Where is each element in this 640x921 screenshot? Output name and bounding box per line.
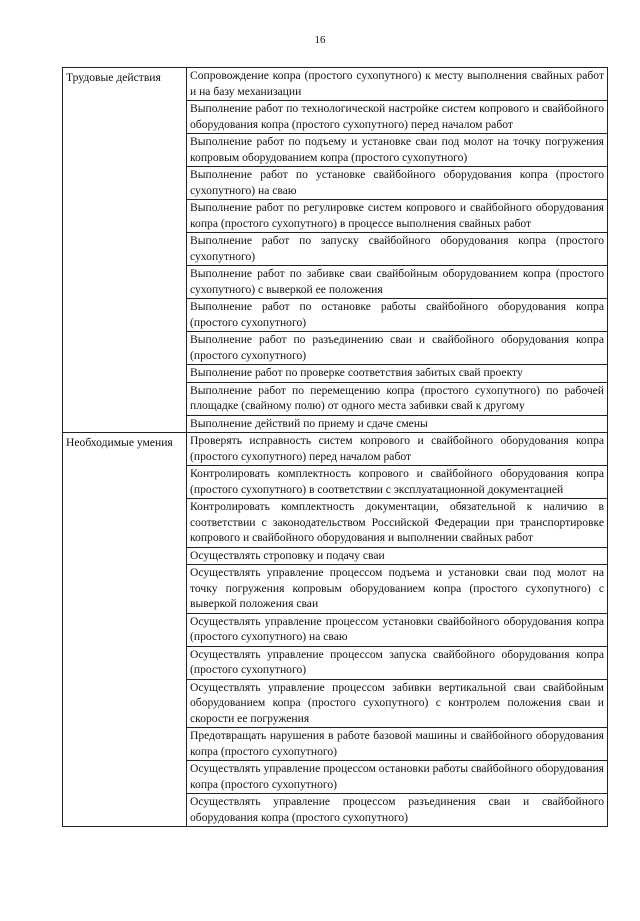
table-cell: Выполнение работ по разъединению сваи и свайбойного оборудования копра (простого сухопутного) (187, 332, 608, 365)
table-cell: Выполнение работ по остановке работы свайбойного оборудования копра (простого сухопутного) (187, 299, 608, 332)
section-label-required-skills: Необходимые умения (63, 433, 187, 827)
table-row (63, 68, 608, 101)
table-cell: Проверять исправность систем копрового и свайбойного оборудования копра (простого сухопутного) перед началом работ (187, 433, 608, 466)
table-cell: Осуществлять управление процессом разъединения сваи и свайбойного оборудования копра (простого сухопутного) (187, 794, 608, 827)
table-cell: Осуществлять управление процессом остановки работы свайбойного оборудования копра (простого сухопутного) (187, 761, 608, 794)
table-cell: Осуществлять управление процессом подъема и установки сваи под молот на точку погружения копровым оборудованием копра (простого сухопутного) с выверкой положения сваи (187, 565, 608, 614)
table-cell: Выполнение работ по забивке сваи свайбойным оборудованием копра (простого сухопутного) с выверкой ее положения (187, 266, 608, 299)
table-cell: Осуществлять управление процессом забивки вертикальной сваи свайбойным оборудованием копра (простого сухопутного) с контролем положения сваи и скорости ее погружения (187, 679, 608, 728)
table-cell: Сопровождение копра (простого сухопутного) к месту выполнения свайных работ и на базу механизации (187, 68, 608, 101)
table-cell: Выполнение действий по приему и сдаче смены (187, 415, 608, 433)
table-cell: Выполнение работ по установке свайбойного оборудования копра (простого сухопутного) на сваю (187, 167, 608, 200)
table-row (63, 433, 608, 466)
page-number: 16 (314, 34, 326, 46)
table-cell: Осуществлять управление процессом запуска свайбойного оборудования копра (простого сухопутного) (187, 646, 608, 679)
table-cell: Осуществлять строповку и подачу сваи (187, 547, 608, 565)
table-cell: Осуществлять управление процессом установки свайбойного оборудования копра (простого сухопутного) на сваю (187, 613, 608, 646)
table-cell: Выполнение работ по запуску свайбойного оборудования копра (простого сухопутного) (187, 233, 608, 266)
table-cell: Выполнение работ по регулировке систем копрового и свайбойного оборудования копра (простого сухопутного) в процессе выполнения свайных работ (187, 200, 608, 233)
table-cell: Контролировать комплектность копрового и свайбойного оборудования копра (простого сухопутного) в соответствии с эксплуатационной документацией (187, 466, 608, 499)
table-cell: Выполнение работ по подъему и установке сваи под молот на точку погружения копровым оборудованием копра (простого сухопутного) (187, 134, 608, 167)
table-cell: Контролировать комплектность документации, обязательной к наличию в соответствии с законодательством Российской Федерации при транспортировке копрового и свайбойного оборудования и выполнении свайных работ (187, 499, 608, 548)
table-cell: Выполнение работ по технологической настройке систем копрового и свайбойного оборудования копра (простого сухопутного) перед началом работ (187, 101, 608, 134)
table-cell: Выполнение работ по проверке соответствия забитых свай проекту (187, 365, 608, 383)
table-cell: Предотвращать нарушения в работе базовой машины и свайбойного оборудования копра (простого сухопутного) (187, 728, 608, 761)
table-cell: Выполнение работ по перемещению копра (простого сухопутного) по рабочей площадке (свайному полю) от одного места забивки свай к другому (187, 382, 608, 415)
qualification-table (62, 67, 608, 827)
section-label-labor-actions: Трудовые действия (63, 68, 187, 433)
